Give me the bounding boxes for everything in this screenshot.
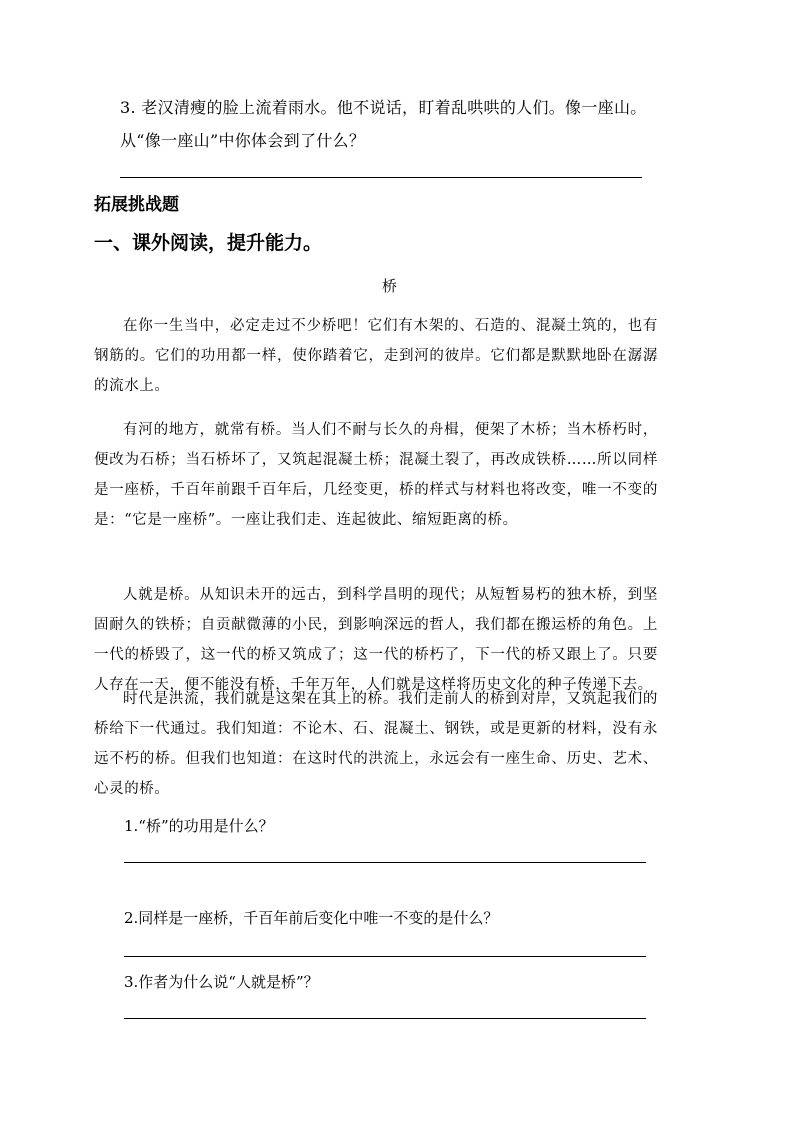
section-heading: 拓展挑战题 bbox=[94, 195, 179, 215]
article-paragraph-3: 人就是桥。从知识未开的远古，到科学昌明的现代；从短暂易朽的独木桥，到坚固耐久的铁桥；自贡献微薄的小民，到影响深远的哲人，我们都在搬运桥的角色。上一代的桥毁了，这一代的桥又筑成了；这一代的桥朽了，下一代的桥又跟上了。只要人存在一天，便不能没有桥，千年万年，人们就是这样将历史文化的种子传递下去。 bbox=[94, 587, 658, 693]
answer-line-1[interactable] bbox=[124, 862, 646, 863]
question-3-line-2: 从“像一座山”中你体会到了什么？ bbox=[120, 131, 366, 150]
answer-line-3[interactable] bbox=[124, 1018, 646, 1019]
article-paragraph-4: 时代是洪流，我们就是这架在其上的桥。我们走前人的桥到对岸，又筑起我们的桥给下一代通过。我们知道：不论木、石、混凝土、钢铁，或是更新的材料，没有永远不朽的桥。但我们也知道：在这时代的洪流上，永远会有一座生命、历史、艺术、心灵的桥。 bbox=[94, 691, 658, 797]
answer-line-2[interactable] bbox=[124, 956, 646, 957]
question-2: 2.同样是一座桥，千百年前后变化中唯一不变的是什么？ bbox=[124, 909, 499, 927]
article-title: 桥 bbox=[382, 277, 398, 295]
answer-line-q3[interactable] bbox=[120, 177, 642, 178]
question-3-line-1: 3. 老汉清瘦的脸上流着雨水。他不说话，盯着乱哄哄的人们。像一座山。 bbox=[120, 98, 647, 117]
article-paragraph-2: 有河的地方，就常有桥。当人们不耐与长久的舟楫，便架了木桥；当木桥朽时，便改为石桥；当石桥坏了，又筑起混凝土桥；混凝土裂了，再改成铁桥……所以同样是一座桥，千百年前跟千百年后，几经变更，桥的样式与材料也将改变，唯一不变的是：“它是一座桥”。一座让我们走、连起彼此、缩短距离的桥。 bbox=[94, 422, 658, 528]
article-paragraph-1: 在你一生当中，必定走过不少桥吧！它们有木架的、石造的、混凝土筑的，也有钢筋的。它们的功用都一样，使你踏着它，走到河的彼岸。它们都是默默地卧在潺潺的流水上。 bbox=[94, 318, 658, 394]
section-subheading: 一、课外阅读，提升能力。 bbox=[94, 232, 323, 254]
question-3: 3.作者为什么说“人就是桥”？ bbox=[124, 973, 319, 991]
question-1: 1.“桥”的功用是什么？ bbox=[124, 817, 274, 835]
